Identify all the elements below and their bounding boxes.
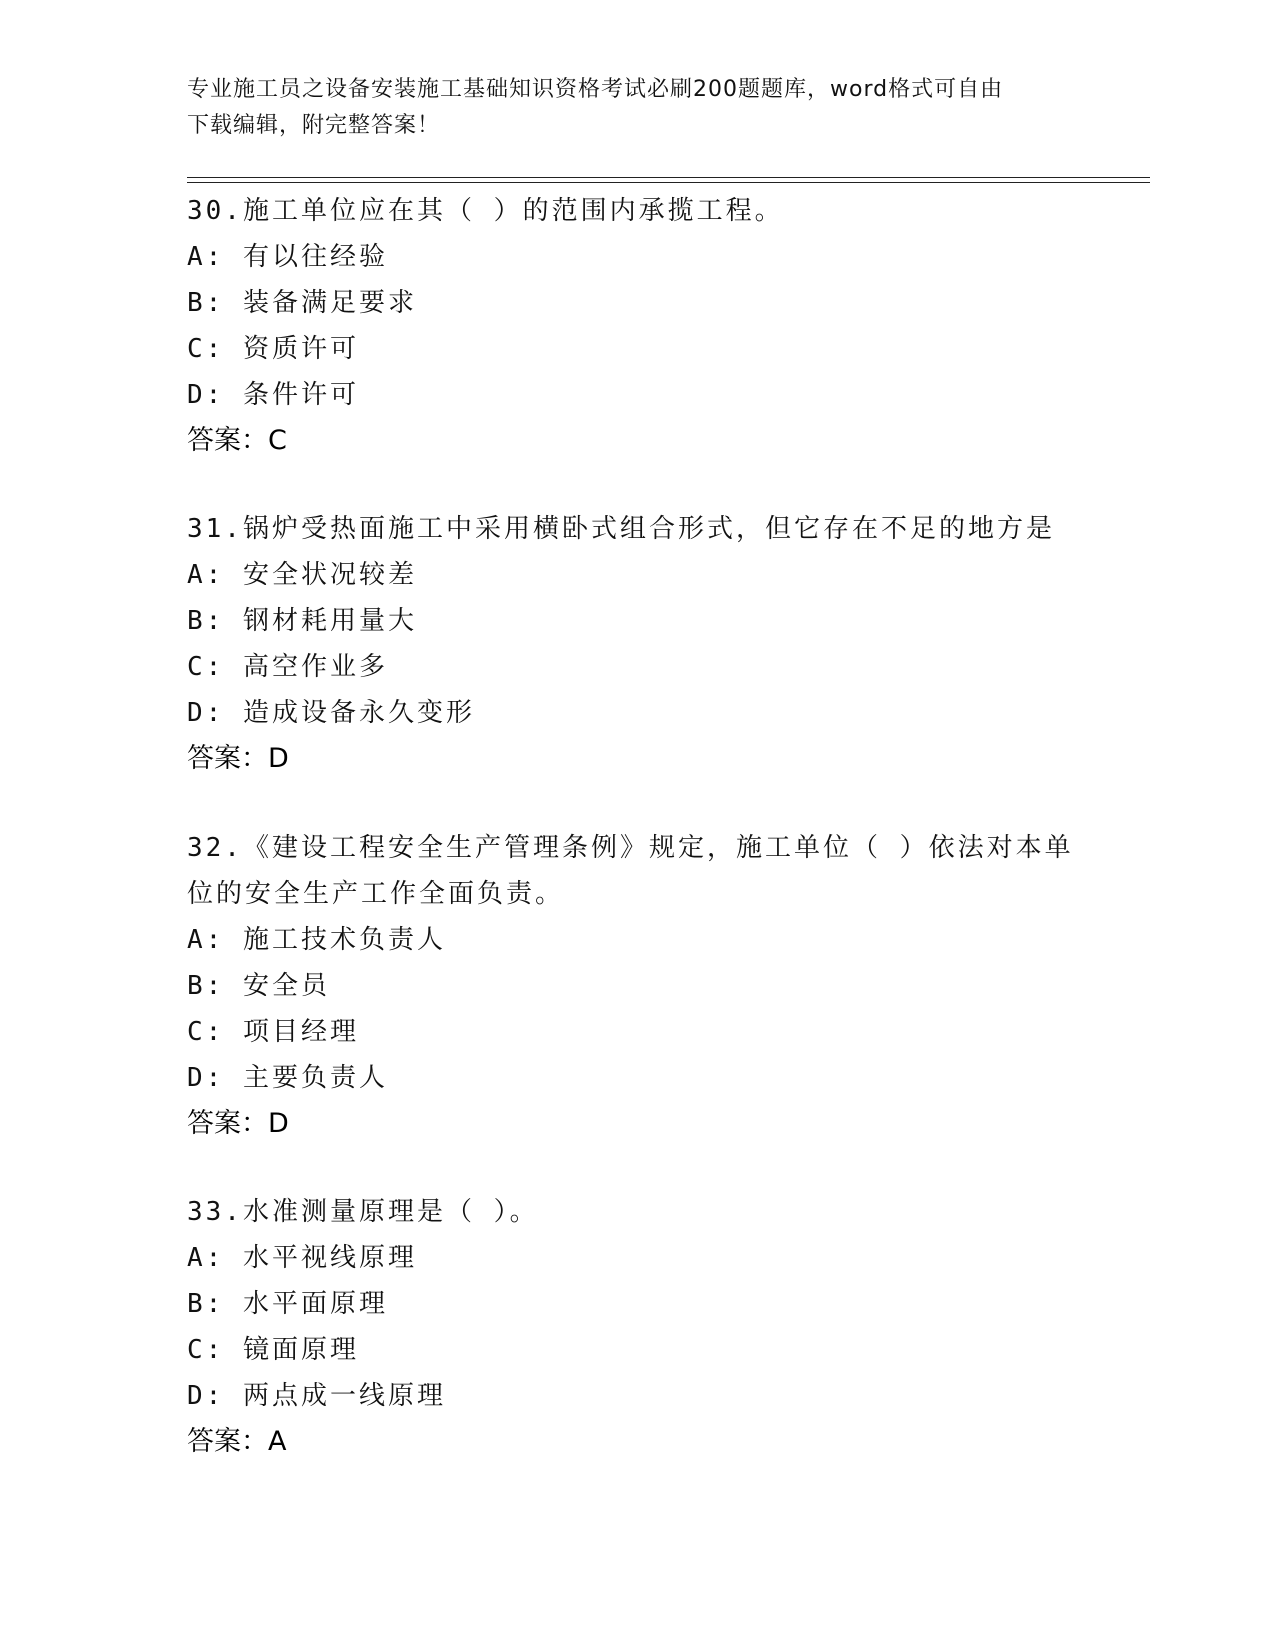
answer-line: 答案：A: [187, 1426, 287, 1457]
option-b: B: 钢材耗用量大: [187, 606, 417, 636]
question-33: [187, 1189, 1087, 1465]
answer-line: 答案：C: [187, 425, 287, 456]
question-stem: 30.施工单位应在其（ ）的范围内承揽工程。: [187, 196, 784, 226]
option-a: A: 有以往经验: [187, 242, 388, 272]
option-b: B: 水平面原理: [187, 1289, 388, 1319]
header-divider-bottom: [187, 182, 1150, 183]
option-c: C: 资质许可: [187, 334, 359, 364]
header-line-2: 下载编辑，附完整答案！: [187, 113, 441, 138]
option-b: B: 装备满足要求: [187, 288, 417, 318]
question-31: [187, 506, 1087, 782]
question-stem-continued: 位的安全生产工作全面负责。: [187, 879, 565, 909]
option-c: C: 项目经理: [187, 1017, 359, 1047]
option-a: A: 水平视线原理: [187, 1243, 417, 1273]
option-d: D: 两点成一线原理: [187, 1381, 446, 1411]
option-c: C: 镜面原理: [187, 1335, 359, 1365]
option-a: A: 安全状况较差: [187, 560, 417, 590]
option-b: B: 安全员: [187, 971, 330, 1001]
option-c: C: 高空作业多: [187, 652, 388, 682]
question-stem: 32.《建设工程安全生产管理条例》规定，施工单位（ ）依法对本单: [187, 833, 1074, 863]
answer-line: 答案：D: [187, 743, 289, 774]
option-d: D: 造成设备永久变形: [187, 698, 475, 728]
question-stem: 33.水准测量原理是（ ）。: [187, 1197, 539, 1227]
question-32: [187, 825, 1087, 1147]
option-a: A: 施工技术负责人: [187, 925, 446, 955]
option-d: D: 条件许可: [187, 380, 359, 410]
answer-line: 答案：D: [187, 1108, 289, 1139]
header-divider-top: [187, 177, 1150, 178]
question-30: [187, 188, 1087, 464]
option-d: D: 主要负责人: [187, 1063, 388, 1093]
question-stem: 31.锅炉受热面施工中采用横卧式组合形式，但它存在不足的地方是: [187, 514, 1055, 544]
header-line-1: 专业施工员之设备安装施工基础知识资格考试必刷200题题库，word格式可自由: [187, 77, 1004, 102]
document-header: [187, 72, 1067, 144]
